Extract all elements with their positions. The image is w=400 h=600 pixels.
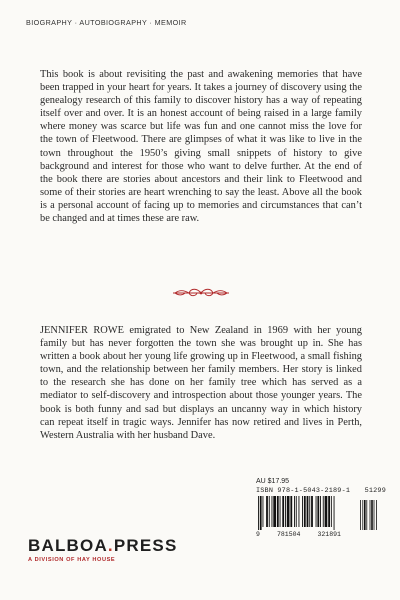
barcode-bar	[309, 496, 310, 527]
isbn-addon: 51299	[364, 487, 386, 495]
author-bio: JENNIFER ROWE emigrated to New Zealand in 1969 with her young family but has never forgotten the town she was brought up in. She has written a book about her young life growing up in Fleetwood, a small fishing town, and the relationship between her family members. Her story is linked to the research she has done on her family tree which has served as a mediator to self-discovery and introspection about those younger years. The book is both funny and sad but displays an uncanny way in which history can repeat itself in tragic ways. Jennifer has now retired and lives in Perth, Western Australia with her husband Dave.	[40, 325, 362, 441]
publisher-name: BALBOA.PRESS	[28, 536, 178, 555]
barcode-bar	[266, 496, 268, 527]
barcode-graphic	[256, 496, 386, 530]
barcode-number-prefix: 9	[256, 531, 260, 538]
barcode-bar	[296, 496, 297, 527]
barcode-addon-bar	[364, 500, 366, 530]
barcode-addon-bar	[371, 500, 373, 530]
barcode-bar	[269, 496, 270, 527]
barcode-number-left: 781504	[277, 531, 301, 538]
barcode-bar	[290, 496, 292, 527]
barcode-bar	[328, 496, 330, 527]
barcode-bar	[272, 496, 273, 527]
barcode-bar	[320, 496, 321, 527]
barcode-bar	[334, 496, 335, 530]
barcode-block	[256, 478, 386, 538]
barcode-bar	[331, 496, 332, 527]
barcode-bar	[258, 496, 259, 530]
publisher-division: A DIVISION OF HAY HOUSE	[28, 557, 116, 563]
barcode-bar	[260, 496, 262, 530]
barcode-addon-bar	[370, 500, 371, 530]
barcode-number-right: 321891	[317, 531, 341, 538]
ornament-divider-icon	[171, 286, 231, 300]
genre-label: BIOGRAPHY · AUTOBIOGRAPHY · MEMOIR	[26, 18, 187, 27]
barcode-bar	[285, 496, 286, 527]
barcode-bar	[273, 496, 276, 527]
barcode-bar	[277, 496, 279, 527]
isbn-label: ISBN 978-1-5043-2189-1	[256, 487, 351, 495]
barcode-bar	[307, 496, 309, 527]
publisher-logo	[28, 536, 178, 563]
barcode-bar	[323, 496, 324, 527]
barcode-number	[256, 531, 386, 538]
barcode-bar	[311, 496, 313, 527]
barcode-bar	[317, 496, 319, 527]
barcode-addon-bar	[376, 500, 377, 530]
barcode-addon-bar	[362, 500, 363, 530]
barcode-bar	[325, 496, 328, 527]
barcode-bar	[294, 496, 295, 527]
price-label: AU $17.95	[256, 478, 290, 485]
barcode-bar	[287, 496, 290, 527]
barcode-bar	[316, 496, 317, 527]
barcode-addon-bar	[360, 500, 361, 530]
barcode-bar	[304, 496, 306, 527]
book-blurb: This book is about revisiting the past and awakening memories that have been trapped in your heart for years. It takes a journey of discovery using the genealogy research of this family to discover history has a way of repeating itself over and over. It is an honest account of being raised in a large family where money was scarce but life was fun and one cannot miss the love for the town of Fleetwood. There are glimpses of what it was like to live in the town throughout the 1950’s giving small snippets of history to give background and interest for those who want to delve further. At the end of the book there are stories about ancestors and their link to Fleetwood and some of their stories are heart wrenching to say the least. Above all the book is a personal account of facing up to memories and circumstances that can’t be changed and at times these are raw.	[40, 69, 362, 225]
barcode-bar	[263, 496, 264, 527]
barcode-bar	[302, 496, 303, 527]
isbn-row	[256, 487, 386, 495]
barcode-addon-bar	[366, 500, 367, 530]
barcode-addon-bar	[374, 500, 375, 530]
barcode-bar	[280, 496, 281, 527]
barcode-bar	[282, 496, 284, 527]
barcode-bar	[299, 496, 300, 527]
